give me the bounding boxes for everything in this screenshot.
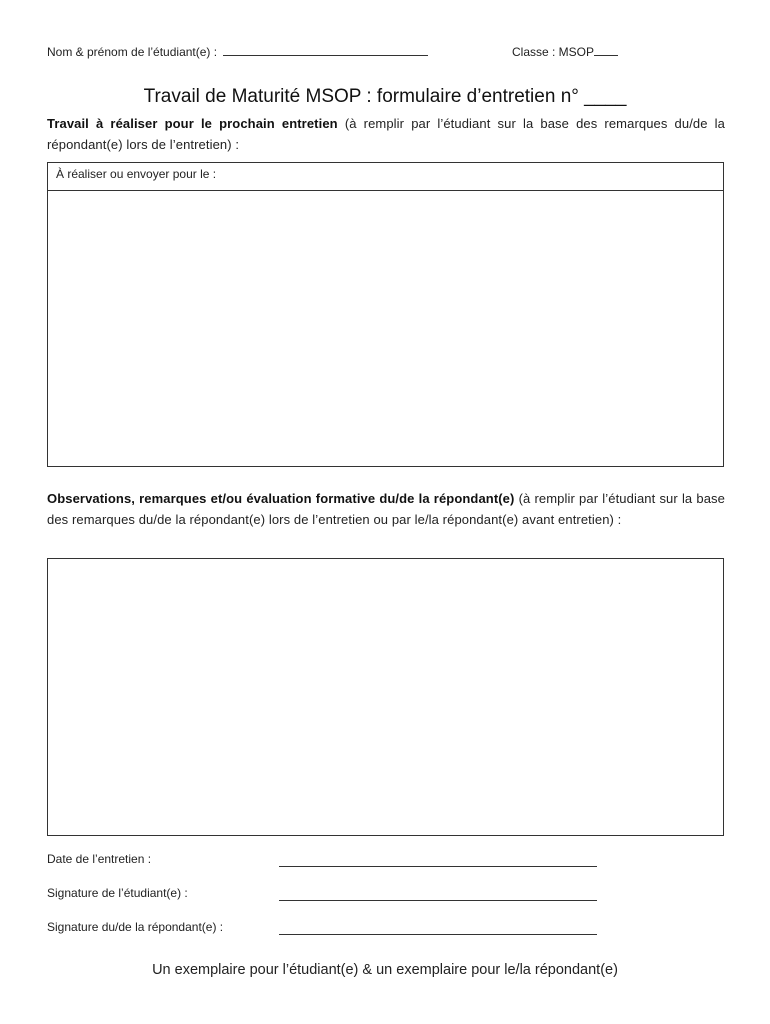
section2-heading: Observations, remarques et/ou évaluation formative du/de la répondant(e) [47, 491, 515, 506]
section2-paragraph [47, 488, 725, 530]
section1-heading: Travail à réaliser pour le prochain entretien [47, 116, 338, 131]
student-signature-line[interactable] [279, 900, 597, 901]
page-title: Travail de Maturité MSOP : formulaire d’entretien n° ____ [143, 86, 627, 107]
student-signature-label: Signature de l’étudiant(e) : [47, 886, 188, 900]
class-field[interactable] [594, 44, 618, 56]
footer-note: Un exemplaire pour l’étudiant(e) & un exemplaire pour le/la répondant(e) [152, 962, 618, 978]
task-box-header-label: À réaliser ou envoyer pour le : [56, 167, 217, 181]
student-name-field[interactable] [223, 44, 428, 56]
student-name-row [47, 44, 428, 59]
section2-instructions: (à remplir par l’étudiant sur la base des remarques du/de la répondant(e) lors de l’entretien ou par le/la répondant(e) avant entretien) : [47, 491, 725, 527]
section1-paragraph [47, 113, 725, 155]
date-label: Date de l’entretien : [47, 852, 152, 866]
observations-box[interactable] [47, 558, 724, 836]
respondent-signature-label: Signature du/de la répondant(e) : [47, 920, 224, 934]
class-row [512, 44, 618, 59]
section1-instructions: (à remplir par l’étudiant sur la base des remarques du/de la répondant(e) lors de l’entretien) : [47, 116, 726, 152]
student-name-label: Nom & prénom de l’étudiant(e) : [47, 45, 218, 59]
task-box-content-area[interactable] [48, 191, 723, 466]
task-box-header [48, 163, 723, 191]
class-label: Classe : MSOP [512, 45, 595, 59]
date-line[interactable] [279, 866, 597, 867]
task-box [47, 162, 724, 467]
respondent-signature-line[interactable] [279, 934, 597, 935]
